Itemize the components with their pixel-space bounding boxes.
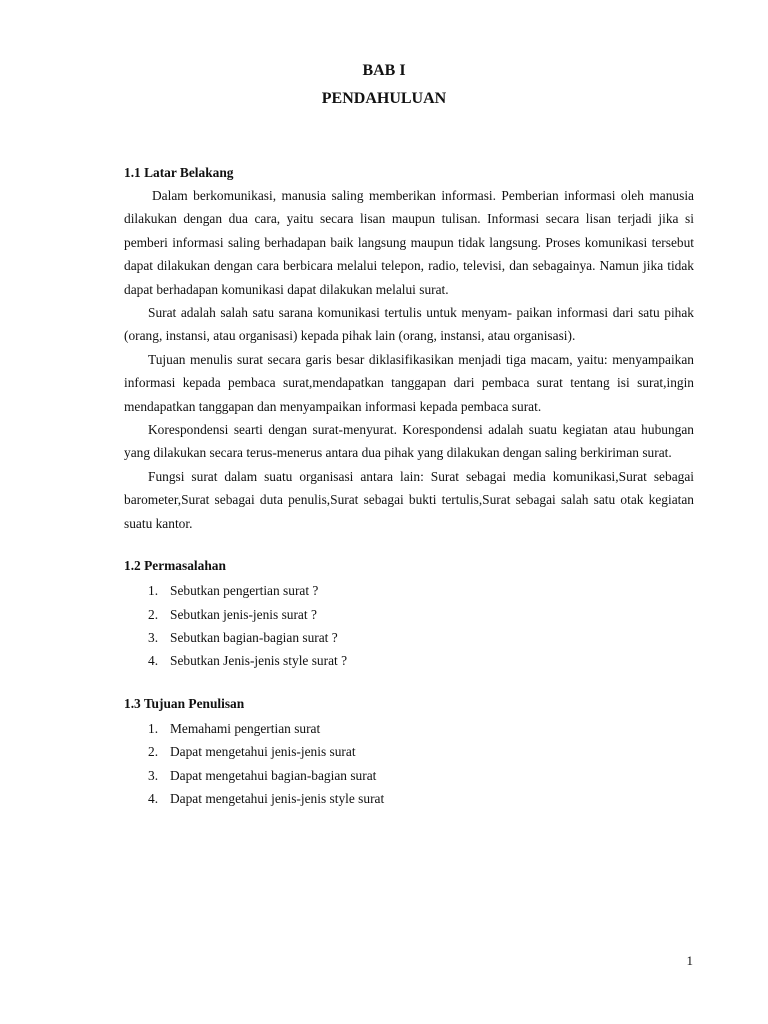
section-heading-permasalahan: 1.2 Permasalahan [124, 558, 226, 574]
list-number: 1. [148, 583, 159, 599]
paragraph: Tujuan menulis surat secara garis besar diklasifikasikan menjadi tiga macam, yaitu: menyampaikan informasi kepada pembaca surat,mendapatkan tanggapan dari pembaca surat tentang isi surat,ingin mendapatkan tanggapan dan menyampaikan informasi kepada pembaca surat. [124, 351, 694, 414]
list-text: Sebutkan bagian-bagian surat ? [170, 629, 338, 645]
list-number: 2. [148, 606, 159, 622]
list-text: Dapat mengetahui jenis-jenis surat [170, 744, 356, 760]
list-item [124, 603, 694, 626]
list-number: 4. [148, 653, 159, 669]
document-body [124, 162, 694, 810]
list-text: Sebutkan Jenis-jenis style surat ? [170, 653, 348, 669]
tujuan-list [124, 717, 694, 811]
permasalahan-list [124, 579, 694, 673]
list-text: Dapat mengetahui bagian-bagian surat [170, 767, 377, 783]
list-item [124, 626, 694, 649]
list-number: 3. [148, 629, 159, 645]
list-number: 3. [148, 767, 159, 783]
list-item [124, 579, 694, 602]
list-text: Memahami pengertian surat [170, 720, 321, 736]
list-number: 4. [148, 790, 159, 806]
chapter-title: PENDAHULUAN [321, 90, 447, 107]
list-item [124, 649, 694, 672]
paragraph: Korespondensi searti dengan surat-menyurat. Korespondensi adalah suatu kegiatan atau hubungan yang dilakukan secara terus-menerus antara dua pihak yang dilakukan dengan saling berkiriman surat. [124, 422, 694, 461]
list-item [124, 740, 694, 763]
section-heading-tujuan-penulisan: 1.3 Tujuan Penulisan [124, 695, 245, 711]
section-heading-latar-belakang: 1.1 Latar Belakang [124, 165, 234, 180]
chapter-label: BAB I [362, 62, 406, 79]
list-number: 1. [148, 720, 159, 736]
list-text: Sebutkan pengertian surat ? [170, 583, 319, 599]
list-text: Dapat mengetahui jenis-jenis style surat [170, 790, 385, 806]
paragraph: Fungsi surat dalam suatu organisasi antara lain: Surat sebagai media komunikasi,Surat sebagai barometer,Surat sebagai duta penulis,Surat sebagai bukti tertulis,Surat sebagai salah satu otak kegiatan suatu kantor. [124, 468, 694, 531]
paragraph: Dalam berkomunikasi, manusia saling memberikan informasi. Pemberian informasi oleh manusia dilakukan dengan dua cara, yaitu secara lisan maupun tulisan. Informasi secara lisan terjadi jika si pemberi informasi saling berhadapan baik langsung maupun tidak langsung. Proses komunikasi tersebut dapat dilakukan dengan cara berbicara melalui telepon, radio, televisi, dan sebagainya. Namun jika tidak dapat berhadapan komunikasi dapat dilakukan melalui surat. [124, 188, 694, 297]
list-item [124, 787, 694, 810]
list-text: Sebutkan jenis-jenis surat ? [170, 606, 317, 622]
list-item [124, 764, 694, 787]
page-number: 1 [686, 953, 693, 968]
list-item [124, 717, 694, 740]
list-number: 2. [148, 744, 159, 760]
paragraph: Surat adalah salah satu sarana komunikasi tertulis untuk menyam- paikan informasi dari satu pihak (orang, instansi, atau organisasi) kepada pihak lain (orang, instansi, atau organisasi). [124, 305, 694, 344]
